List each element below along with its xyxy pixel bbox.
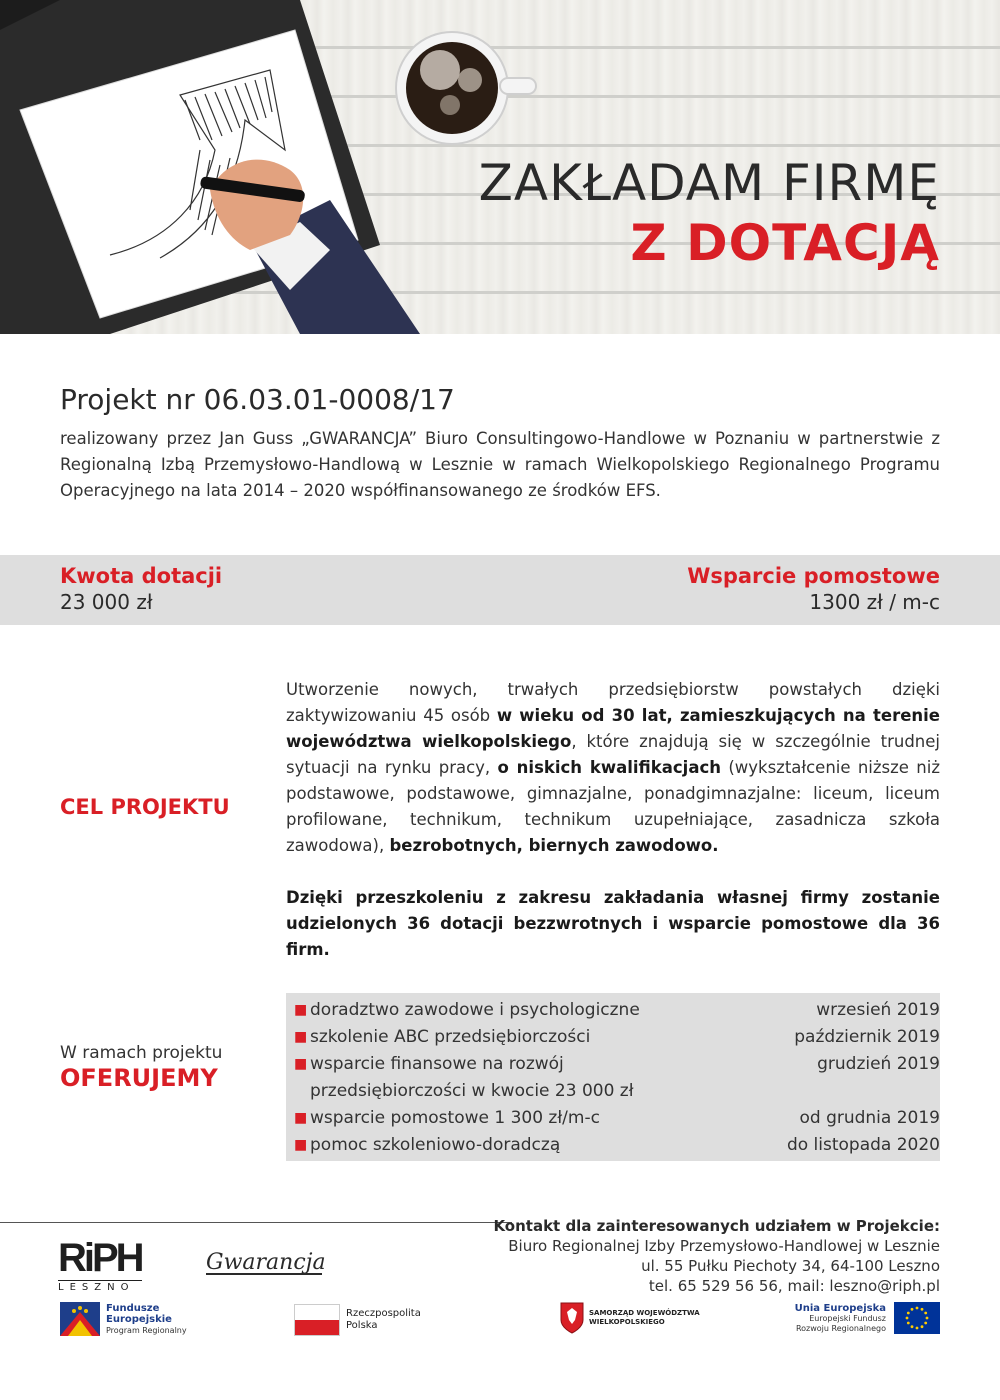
fe-line: Program Regionalny [106,1325,187,1335]
funding-logos-strip [60,1302,940,1342]
hero-title-line1: ZAKŁADAM FIRMĘ [478,154,940,212]
project-description: realizowany przez Jan Guss „GWARANCJA” Biuro Consultingowo-Handlowe w Poznaniu w partnerstwie z Regionalną Izbą Przemysłowo-Handlową w Lesznie w ramach Wielkopolskiego Regionalnego Programu Operacyjnego na lata 2014 – 2020 współfinansowanego ze środków EFS. [60,429,940,500]
contact-line: ul. 55 Pułku Piechoty 34, 64-100 Leszno [641,1257,940,1275]
goal-text-part: Utworzenie nowych, trwałych przedsiębiorstw powstałych dzięki zaktywizowaniu 45 osób [286,680,940,725]
riph-logo-sub: LESZNO [58,1280,142,1293]
fe-line: Europejskie [106,1313,172,1325]
offer-list [286,993,940,1161]
hero-banner [0,0,1000,334]
eu-flag-icon [894,1302,940,1334]
footer-divider [0,1222,512,1223]
offer-label-big: OFERUJEMY [60,1064,218,1092]
list-item [294,1105,940,1132]
riph-logo [58,1238,142,1293]
goal-text-bold: o niskich kwalifikacjach [497,758,721,777]
offer-item-text: pomoc szkoleniowo-doradczą [310,1135,561,1155]
offer-item-date: od grudnia 2019 [799,1108,940,1128]
contact-heading: Kontakt dla zainteresowanych udziałem w Projekcie: [493,1217,940,1235]
bullet-square-icon: ■ [294,1137,308,1153]
offer-item-date: październik 2019 [794,1027,940,1047]
offer-item-text: szkolenie ABC przedsiębiorczości [310,1027,591,1047]
goal-text-part: (wykształcenie niższe niż podstawowe, podstawowe, gimnazjalne, ponadgimnazjalne: liceum, liceum profilowane, technikum, technikum uzupełniające, zasadnicza szkoła zawodowa), [286,758,940,855]
fundusze-europejskie-logo [60,1302,187,1336]
grant-label: Kwota dotacji [60,564,223,588]
coffee-cup-image [396,32,536,144]
offer-label-small: W ramach projektu [60,1043,223,1063]
ue-line: Unia Europejska [794,1302,886,1314]
offer-item-date: grudzień 2019 [817,1054,940,1074]
list-item [294,1132,940,1159]
poland-flag-icon [294,1304,340,1336]
rp-line: Rzeczpospolita [346,1308,421,1319]
goal-label: CEL PROJEKTU [60,795,230,819]
goal-text [286,677,940,859]
offer-label [60,1042,222,1092]
wielkopolska-crest-icon [560,1302,584,1334]
list-item [294,1051,940,1105]
riph-logo-mark: RiPH [58,1236,142,1280]
unia-europejska-logo [795,1302,940,1334]
gwarancja-logo [206,1250,326,1275]
fundusze-europejskie-icon [60,1302,100,1336]
samorzad-wojewodztwa-logo [560,1302,700,1334]
grant-value: 23 000 zł [60,590,153,614]
hero-title [478,154,940,272]
goal-summary: Dzięki przeszkoleniu z zakresu zakładania własnej firmy zostanie udzielonych 36 dotacji bezzwrotnych i wsparcie pomostowe dla 36 firm. [286,888,940,959]
grant-block [60,564,222,616]
bullet-square-icon: ■ [294,1029,308,1045]
goal-text-bold: w wieku od 30 lat, zamieszkujących na terenie województwa wielkopolskiego [286,706,940,751]
hero-title-line2: Z DOTACJĄ [630,214,940,272]
contact-block [493,1216,940,1296]
project-title: Projekt nr 06.03.01-0008/17 [60,383,455,416]
rp-line: Polska [346,1320,378,1331]
bridge-label: Wsparcie pomostowe [687,564,940,588]
contact-line: tel. 65 529 56 56, mail: leszno@riph.pl [648,1277,940,1295]
offer-item-text: doradztwo zawodowe i psychologiczne [310,1000,640,1020]
goal-text-bold: bezrobotnych, biernych zawodowo. [389,836,719,855]
sw-line: SAMORZĄD WOJEWÓDZTWA [589,1309,700,1317]
offer-item-text: wsparcie pomostowe 1 300 zł/m-c [310,1108,600,1128]
offer-item-date: wrzesień 2019 [816,1000,940,1020]
sw-line: WIELKOPOLSKIEGO [589,1318,665,1326]
bridge-value: 1300 zł / m-c [809,590,940,614]
gwarancja-logo-text: Gwarancja [206,1250,326,1275]
ue-line: Europejski Fundusz [809,1313,886,1323]
offer-item-text-cont: przedsiębiorczości w kwocie 23 000 zł [310,1081,634,1101]
rzeczpospolita-polska-logo [294,1304,421,1336]
list-item [294,1024,940,1051]
contact-line: Biuro Regionalnej Izby Przemysłowo-Handlowej w Lesznie [508,1237,940,1255]
list-item [294,997,940,1024]
offer-item-date: do listopada 2020 [786,1135,940,1155]
bullet-square-icon: ■ [294,1002,308,1018]
bullet-square-icon: ■ [294,1056,308,1072]
bullet-square-icon: ■ [294,1110,308,1126]
goal-text-part: , które znajdują się w szczególnie trudnej sytuacji na rynku pracy, [286,732,940,777]
offer-item-text: wsparcie finansowe na rozwój [310,1054,564,1074]
bridge-block [687,564,940,616]
ue-line: Rozwoju Regionalnego [795,1323,886,1333]
funding-band [0,555,1000,625]
fe-line: Fundusze [106,1302,160,1314]
